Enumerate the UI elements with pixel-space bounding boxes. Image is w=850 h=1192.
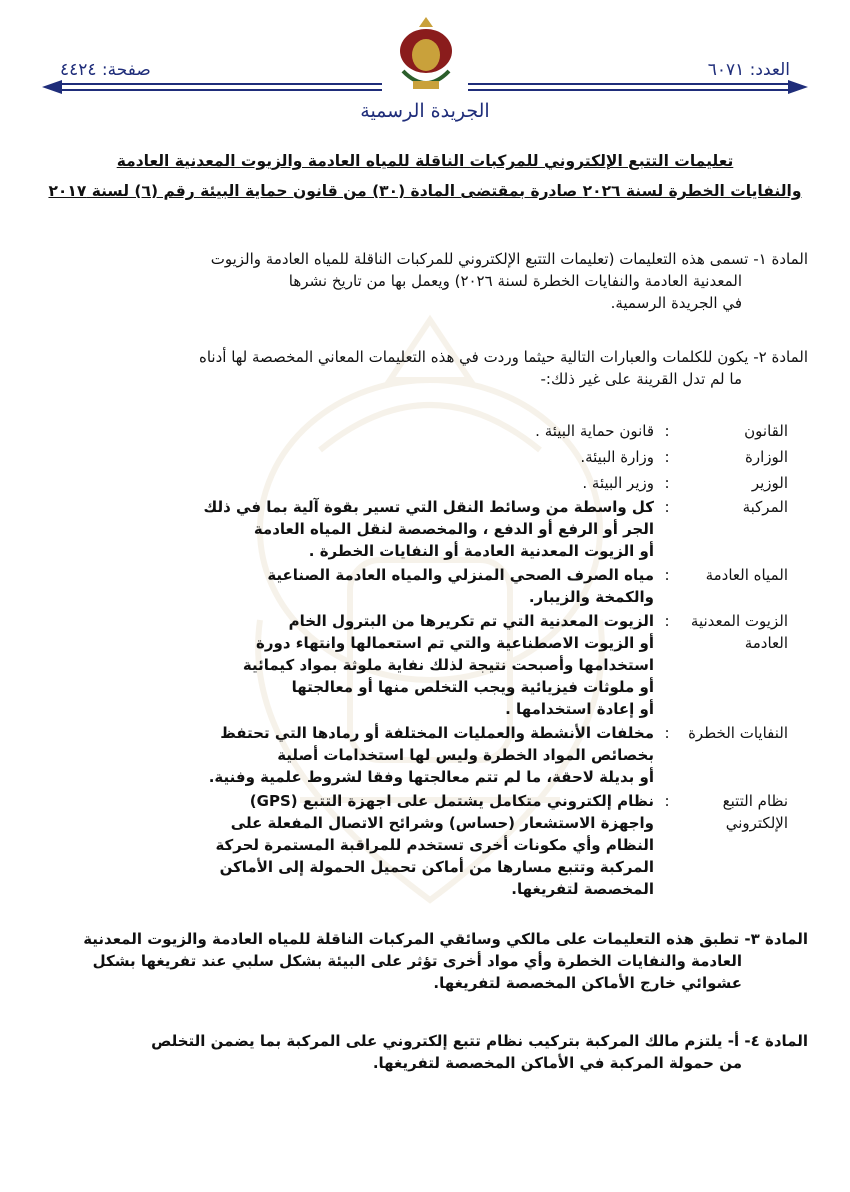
definition-text: قانون حماية البيئة . [535,422,654,440]
page-number: صفحة: ٤٤٢٤ [60,60,151,80]
definition-text: وزير البيئة . [582,474,654,492]
article-2-line1: المادة ٢- يكون للكلمات والعبارات التالية حيثما وردت في هذه التعليمات المعاني المخصصة لها أدناه [198,348,808,366]
document-title-line1: تعليمات التتبع الإلكتروني للمركبات الناقلة للمياه العادمة والزيوت المعدنية العادمة [116,152,734,170]
header-ornament-left [42,80,382,94]
jordan-emblem-icon [395,15,457,97]
article-3 [38,928,808,994]
definition-text: وزارة البيئة. [580,448,654,466]
article-3-line1: المادة ٣- تطبق هذه التعليمات على مالكي وسائقي المركبات الناقلة للمياه العادمة والزيوت المعدنية [83,930,808,948]
article-3-line3: عشوائي خارج الأماكن المخصصة لتفريغها. [433,974,742,992]
article-2-line2: ما لم تدل القرينة على غير ذلك:- [540,370,742,388]
article-3-line2: العادمة والنفايات الخطرة وأي مواد أخرى تؤثر على البيئة بشكل سلبي عند تفريغها بشكل [92,952,742,970]
document-title-line2: والنفايات الخطرة لسنة ٢٠٢٦ صادرة بمقتضى المادة (٣٠) من قانون حماية البيئة رقم (٦) لسنة ٢٠١٧ [48,182,802,200]
definition-row: الزيوت المعدنية العادمة : الزيوت المعدنية التي تم تكريرها من البترول الخام أو الزيوت الاصطناعية والتي تم استعمالها وانتهاء دورة استخدامها وأصبحت نتيجة لذلك نفاية ملوثة بمواد كيمائية أو ملوثات فيزيائية ويجب التخلص منها أو معالجتها أو إعادة استخدامها . [43,610,788,720]
definition-row: النفايات الخطرة : مخلفات الأنشطة والعمليات المختلفة أو رمادها التي تحتفظ بخصائص المواد الخطرة وليس لها استخدامات أصلية أو بديلة لاحقة، ما لم تتم معالجتها وفقا لشروط علمية وفنية. [43,722,788,788]
definition-text: كل واسطة من وسائط النقل التي تسير بقوة آلية بما في ذلك الجر أو الرفع أو الدفع ، والمخصصة لنقل المياه العادمة أو الزيوت المعدنية العادمة أو النفايات الخطرة . [203,498,654,560]
article-1-line2: المعدنية العادمة والنفايات الخطرة لسنة ٢٠٢٦) ويعمل بها من تاريخ نشرها [288,272,742,290]
definition-term: النفايات الخطرة [688,724,788,742]
definition-term: الوزارة [744,448,788,466]
header-ornament-right [468,80,808,94]
article-4 [38,1030,808,1074]
article-1-line1: المادة ١- تسمى هذه التعليمات (تعليمات التتبع الإلكتروني للمركبات الناقلة للمياه العادمة والزيوت [210,250,808,268]
definition-row: الوزير : وزير البيئة . [43,472,788,494]
article-2 [38,346,808,390]
definition-text: مخلفات الأنشطة والعمليات المختلفة أو رمادها التي تحتفظ بخصائص المواد الخطرة وليس لها استخدامات أصلية أو بديلة لاحقة، ما لم تتم معالجتها وفقا لشروط علمية وفنية. [208,724,654,786]
definition-text: الزيوت المعدنية التي تم تكريرها من البترول الخام أو الزيوت الاصطناعية والتي تم استعمالها وانتهاء دورة استخدامها وأصبحت نتيجة لذلك نفاية ملوثة بمواد كيمائية أو ملوثات فيزيائية ويجب التخلص منها أو معالجتها أو إعادة استخدامها . [242,612,654,718]
gazette-name: الجريدة الرسمية [360,100,490,122]
definitions-list [43,420,788,900]
definition-term: القانون [744,422,788,440]
definition-term: المياه العادمة [705,566,788,584]
definition-text: مياه الصرف الصحي المنزلي والمياه العادمة الصناعية والكمخة والزيبار. [267,566,654,606]
definition-text: نظام إلكتروني متكامل يشتمل على اجهزة التتبع (GPS) واجهزة الاستشعار (حساس) وشرائح الاتصال المفعلة على النظام وأي مكونات أخرى تستخدم للمراقبة المستمرة لحركة المركبة وتتبع مسارها من أماكن تحميل الحمولة إلى الأماكن المخصصة لتفريغها. [215,792,654,898]
article-4-line2: من حمولة المركبة في الأماكن المخصصة لتفريغها. [372,1054,742,1072]
definition-row: الوزارة : وزارة البيئة. [43,446,788,468]
definition-term: الوزير [751,474,788,492]
definition-row: نظام التتبع الإلكتروني : نظام إلكتروني متكامل يشتمل على اجهزة التتبع (GPS) واجهزة الاستشعار (حساس) وشرائح الاتصال المفعلة على النظام وأي مكونات أخرى تستخدم للمراقبة المستمرة لحركة المركبة وتتبع مسارها من أماكن تحميل الحمولة إلى الأماكن المخصصة لتفريغها. [43,790,788,900]
article-1 [38,248,808,314]
article-4-line1: المادة ٤- أ- يلتزم مالك المركبة بتركيب نظام تتبع إلكتروني على المركبة بما يضمن التخلص [151,1032,808,1050]
definition-row: القانون : قانون حماية البيئة . [43,420,788,442]
definition-term: المركبة [742,498,788,516]
issue-number: العدد: ٦٠٧١ [707,60,790,80]
article-1-line3: في الجريدة الرسمية. [610,294,742,312]
definition-row: المياه العادمة : مياه الصرف الصحي المنزلي والمياه العادمة الصناعية والكمخة والزيبار. [43,564,788,608]
definition-term: نظام التتبع الإلكتروني [722,792,788,832]
definition-row: المركبة : كل واسطة من وسائط النقل التي تسير بقوة آلية بما في ذلك الجر أو الرفع أو الدفع ، والمخصصة لنقل المياه العادمة أو الزيوت المعدنية العادمة أو النفايات الخطرة . [43,496,788,562]
definition-term: الزيوت المعدنية العادمة [690,612,788,652]
